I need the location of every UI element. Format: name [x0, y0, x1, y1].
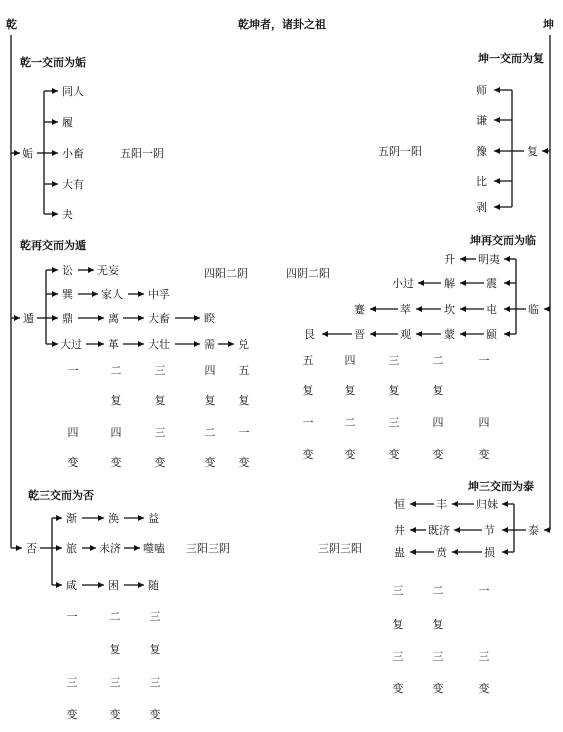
- qian-two-column-1: [68, 364, 79, 469]
- qian-two-column-4: [205, 364, 216, 469]
- column-label: 一: [478, 354, 490, 367]
- column-label: 一: [66, 610, 78, 623]
- hexagram-label: 噬嗑: [143, 542, 165, 555]
- kun-root-label: 坤: [543, 18, 554, 31]
- qian-two-column-2: [111, 364, 122, 469]
- column-label: 三: [149, 676, 161, 689]
- column-label: 四: [110, 426, 122, 439]
- hexagram-label: 鼎: [62, 312, 73, 325]
- kun-three-heading: 坤三交而为泰: [468, 480, 534, 493]
- column-label: 三: [388, 416, 400, 429]
- hexagram-label: 渐: [66, 512, 77, 525]
- column-label: 三: [154, 364, 166, 377]
- hexagram-label: 困: [108, 579, 119, 592]
- column-label: 五: [302, 354, 314, 367]
- hexagram-label: 夬: [62, 208, 73, 221]
- hexagram-label: 恒: [394, 498, 405, 511]
- column-label: 变: [109, 708, 121, 721]
- column-label: 一: [302, 416, 314, 429]
- kun-two-column-3: [389, 354, 400, 461]
- kun-two-section: [286, 233, 550, 461]
- hexagram-label: 益: [148, 512, 159, 525]
- hexagram-label: 蹇: [354, 303, 365, 316]
- hexagram-label: 谦: [476, 114, 487, 127]
- column-label: 复: [302, 384, 314, 397]
- column-label: 复: [238, 394, 250, 407]
- column-label: 变: [302, 448, 314, 461]
- column-label: 变: [204, 456, 216, 469]
- kun-two-column-2: [345, 354, 356, 461]
- kun-one-root: 复: [527, 145, 538, 158]
- column-label: 复: [110, 394, 122, 407]
- hexagram-label: 睽: [204, 312, 215, 325]
- qian-three-note: 三阳三阴: [186, 542, 230, 555]
- column-label: 复: [388, 384, 400, 397]
- hexagram-label: 解: [444, 277, 455, 290]
- hexagram-label: 小畜: [62, 147, 84, 160]
- column-label: 三: [109, 676, 121, 689]
- column-label: 复: [109, 643, 121, 656]
- column-label: 变: [344, 448, 356, 461]
- column-label: 二: [110, 364, 122, 377]
- column-label: 变: [67, 456, 79, 469]
- hexagram-label: 丰: [436, 498, 447, 511]
- qian-three-column-3: [150, 610, 161, 721]
- qian-three-section: [11, 488, 230, 721]
- column-label: 三: [392, 650, 404, 663]
- column-label: 变: [392, 682, 404, 695]
- column-label: 变: [154, 456, 166, 469]
- column-label: 二: [432, 584, 444, 597]
- hexagram-label: 旅: [66, 542, 77, 555]
- column-label: 变: [388, 448, 400, 461]
- hexagram-label: 大有: [62, 178, 84, 191]
- hexagram-label: 中孚: [148, 288, 170, 301]
- qian-three-root: 否: [26, 542, 37, 555]
- column-label: 三: [432, 650, 444, 663]
- column-label: 变: [149, 708, 161, 721]
- hexagram-label: 比: [476, 175, 487, 188]
- kun-two-column-1: [303, 354, 314, 461]
- column-label: 三: [478, 650, 490, 663]
- column-label: 二: [344, 416, 356, 429]
- hexagram-label: 屯: [486, 303, 497, 316]
- hexagram-label: 升: [444, 253, 455, 266]
- kun-three-root: 泰: [528, 524, 539, 537]
- kun-three-column-3: [479, 584, 490, 695]
- column-label: 复: [432, 384, 444, 397]
- column-label: 二: [432, 354, 444, 367]
- hexagram-label: 观: [400, 328, 411, 341]
- hexagram-label: 坎: [444, 303, 455, 316]
- column-label: 四: [478, 416, 490, 429]
- kun-three-section: [318, 479, 550, 695]
- qian-one-root: 姤: [22, 147, 33, 160]
- column-label: 三: [392, 584, 404, 597]
- hexagram-label: 咸: [66, 579, 77, 592]
- hexagram-label: 革: [108, 338, 119, 351]
- column-label: 复: [392, 618, 404, 631]
- hexagram-label: 未济: [99, 542, 121, 555]
- column-label: 一: [67, 364, 79, 377]
- diagram-title: 乾坤者，诸卦之祖: [238, 18, 326, 31]
- column-label: 复: [344, 384, 356, 397]
- kun-one-section: [378, 51, 550, 214]
- column-label: 一: [478, 584, 490, 597]
- hexagram-label: 无妄: [97, 264, 119, 277]
- column-label: 三: [388, 354, 400, 367]
- qian-two-heading: 乾再交而为遁: [20, 239, 86, 252]
- kun-one-heading: 坤一交而为复: [478, 52, 544, 65]
- column-label: 变: [66, 708, 78, 721]
- hexagram-label: 萃: [400, 303, 411, 316]
- hexagram-label: 既济: [428, 524, 450, 537]
- column-label: 变: [478, 448, 490, 461]
- hexagram-label: 随: [148, 579, 159, 592]
- hexagram-label: 豫: [476, 145, 487, 158]
- kun-two-note: 四阴二阳: [286, 267, 330, 280]
- column-label: 变: [432, 448, 444, 461]
- qian-one-section: [11, 55, 164, 221]
- kun-three-note: 三阴三阳: [318, 542, 362, 555]
- hexagram-label: 家人: [101, 288, 123, 301]
- column-label: 五: [238, 364, 250, 377]
- hexagram-label: 兑: [238, 338, 249, 351]
- hexagram-label: 震: [486, 277, 497, 290]
- kun-two-column-4: [433, 354, 444, 461]
- hexagram-label: 履: [62, 116, 73, 129]
- column-label: 四: [432, 416, 444, 429]
- qian-three-column-2: [110, 610, 121, 721]
- qian-two-section: [11, 238, 250, 469]
- hexagram-label: 明夷: [478, 253, 500, 266]
- hexagram-label: 损: [484, 546, 495, 559]
- hexagram-label: 小过: [392, 277, 414, 290]
- kun-three-column-2: [433, 584, 444, 695]
- hexagram-label: 离: [108, 312, 119, 325]
- qian-one-heading: 乾一交而为姤: [20, 56, 86, 69]
- qian-root-label: 乾: [6, 18, 17, 31]
- qian-three-heading: 乾三交而为否: [28, 489, 94, 502]
- hexagram-label: 归妹: [476, 498, 498, 511]
- hexagram-label: 颐: [486, 328, 497, 341]
- hexagram-label: 讼: [62, 264, 73, 277]
- column-label: 变: [432, 682, 444, 695]
- column-label: 四: [344, 354, 356, 367]
- hexagram-label: 晋: [354, 328, 365, 341]
- kun-two-heading: 坤再交而为临: [470, 234, 536, 247]
- hexagram-label: 艮: [304, 328, 315, 341]
- column-label: 二: [204, 426, 216, 439]
- hexagram-label: 井: [394, 524, 405, 537]
- column-label: 复: [204, 394, 216, 407]
- kun-three-column-1: [393, 584, 404, 695]
- hexagram-label: 涣: [108, 512, 119, 525]
- kun-two-column-5: [479, 354, 490, 461]
- hexagram-label: 大壮: [148, 338, 170, 351]
- column-label: 四: [204, 364, 216, 377]
- column-label: 变: [110, 456, 122, 469]
- column-label: 四: [67, 426, 79, 439]
- kun-one-note: 五阴一阳: [378, 145, 422, 158]
- column-label: 三: [149, 610, 161, 623]
- hexagram-label: 蛊: [394, 546, 405, 559]
- column-label: 复: [154, 394, 166, 407]
- hexagram-label: 师: [476, 84, 487, 97]
- kun-two-root: 临: [528, 303, 539, 316]
- hexagram-label: 剥: [476, 201, 487, 214]
- column-label: 二: [109, 610, 121, 623]
- column-label: 复: [432, 618, 444, 631]
- hexagram-label: 需: [204, 338, 215, 351]
- hexagram-label: 节: [484, 524, 495, 537]
- column-label: 复: [149, 643, 161, 656]
- column-label: 一: [238, 426, 250, 439]
- column-label: 三: [66, 676, 78, 689]
- hexagram-label: 蒙: [444, 328, 455, 341]
- hexagram-label: 贲: [436, 546, 447, 559]
- qian-two-root: 遁: [23, 312, 34, 325]
- hexagram-label: 大过: [60, 338, 82, 351]
- column-label: 变: [478, 682, 490, 695]
- hexagram-label: 同人: [62, 85, 84, 98]
- column-label: 三: [154, 426, 166, 439]
- hexagram-label: 巽: [62, 288, 73, 301]
- qian-three-column-1: [67, 610, 78, 721]
- qian-two-column-3: [155, 364, 166, 469]
- qian-two-column-5: [239, 364, 250, 469]
- qian-one-note: 五阳一阴: [120, 147, 164, 160]
- qian-two-note: 四阳二阴: [204, 267, 248, 280]
- column-label: 变: [238, 456, 250, 469]
- hexagram-label: 大畜: [148, 312, 170, 325]
